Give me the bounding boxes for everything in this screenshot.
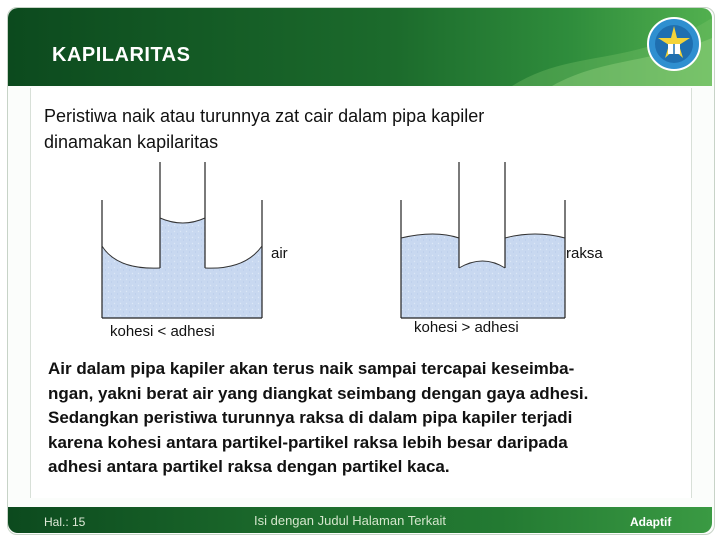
water-caption: kohesi < adhesi bbox=[110, 323, 215, 340]
paragraph-line: adhesi antara partikel raksa dengan partikel kaca. bbox=[48, 457, 450, 476]
footer-bar bbox=[8, 507, 712, 533]
header-bar bbox=[8, 8, 712, 86]
intro-line-1: Peristiwa naik atau turunnya zat cair dalam pipa kapiler bbox=[44, 106, 485, 126]
footer-adaptif-label: Adaptif bbox=[630, 515, 672, 529]
paragraph-line: Sedangkan peristiwa turunnya raksa di dalam pipa kapiler terjadi bbox=[48, 408, 573, 427]
paragraph-line: karena kohesi antara partikel-partikel raksa lebih besar daripada bbox=[48, 432, 568, 452]
footer-page-title: Isi dengan Judul Halaman Terkait bbox=[254, 513, 446, 528]
water-label: air bbox=[271, 245, 288, 262]
page-title: KAPILARITAS bbox=[52, 44, 191, 66]
page-number: Hal.: 15 bbox=[44, 515, 86, 529]
paragraph-line: Air dalam pipa kapiler akan terus naik sampai tercapai keseimba- bbox=[48, 359, 575, 378]
capillary-diagram bbox=[95, 158, 615, 348]
mercury-caption: kohesi > adhesi bbox=[414, 319, 519, 336]
intro-text bbox=[44, 103, 644, 155]
mercury-container bbox=[401, 162, 565, 318]
intro-line-2: dinamakan kapilaritas bbox=[44, 132, 219, 152]
tut-wuri-handayani-logo-icon bbox=[646, 16, 702, 72]
mercury-label: raksa bbox=[566, 245, 603, 262]
explanation-paragraph bbox=[48, 357, 698, 480]
paragraph-line: ngan, yakni berat air yang diangkat seimbang dengan gaya adhesi. bbox=[48, 383, 589, 403]
water-container bbox=[102, 162, 262, 318]
